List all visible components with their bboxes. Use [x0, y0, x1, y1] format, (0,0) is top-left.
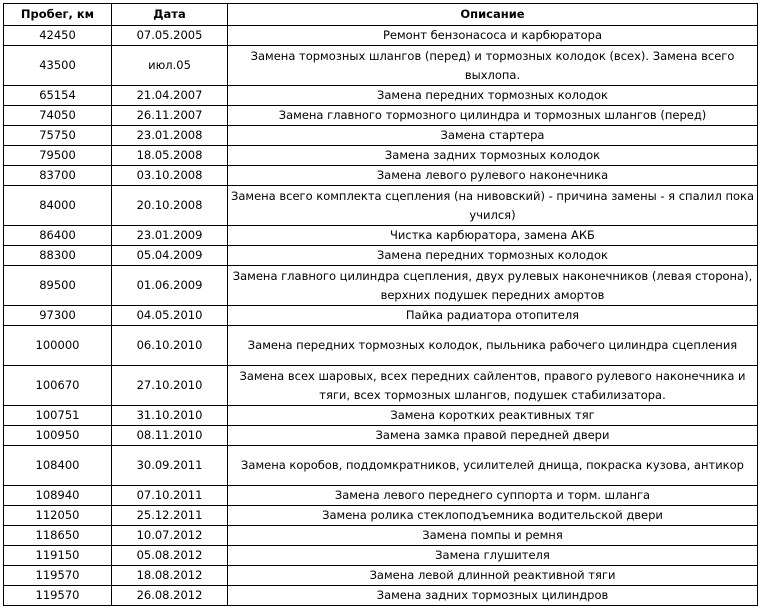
cell-description: Замена всех шаровых, всех передних сайлентов, правого рулевого наконечника и тяги, всех тормозных шлангов, подушек стабилизатора. [228, 366, 758, 406]
cell-mileage: 100950 [4, 426, 112, 446]
cell-mileage: 75750 [4, 126, 112, 146]
cell-mileage: 88300 [4, 246, 112, 266]
cell-mileage: 89500 [4, 266, 112, 306]
cell-description: Замена коротких реактивных тяг [228, 406, 758, 426]
table-row [4, 306, 758, 326]
cell-description: Замена задних тормозных цилиндров [228, 586, 758, 606]
cell-description: Замена тормозных шлангов (перед) и тормозных колодок (всех). Замена всего выхлопа. [228, 46, 758, 86]
maintenance-log-table [3, 3, 758, 606]
cell-description: Ремонт бензонасоса и карбюратора [228, 26, 758, 46]
cell-date: 31.10.2010 [112, 406, 228, 426]
cell-mileage: 119150 [4, 546, 112, 566]
table-row [4, 246, 758, 266]
table-row [4, 506, 758, 526]
cell-date: 20.10.2008 [112, 186, 228, 226]
cell-description: Замена передних тормозных колодок [228, 86, 758, 106]
table-row [4, 26, 758, 46]
table-row [4, 86, 758, 106]
cell-date: 01.06.2009 [112, 266, 228, 306]
cell-description: Замена ролика стеклоподъемника водительской двери [228, 506, 758, 526]
cell-date: 05.04.2009 [112, 246, 228, 266]
table-row [4, 546, 758, 566]
cell-description: Замена передних тормозных колодок [228, 246, 758, 266]
table-body [4, 26, 758, 606]
cell-date: 27.10.2010 [112, 366, 228, 406]
cell-date: 18.08.2012 [112, 566, 228, 586]
cell-mileage: 74050 [4, 106, 112, 126]
cell-description: Пайка радиатора отопителя [228, 306, 758, 326]
cell-mileage: 86400 [4, 226, 112, 246]
column-header-date: Дата [112, 4, 228, 26]
column-header-description: Описание [228, 4, 758, 26]
cell-date: 05.08.2012 [112, 546, 228, 566]
cell-mileage: 43500 [4, 46, 112, 86]
table-row [4, 566, 758, 586]
table-row [4, 166, 758, 186]
cell-mileage: 118650 [4, 526, 112, 546]
cell-mileage: 108940 [4, 486, 112, 506]
cell-mileage: 79500 [4, 146, 112, 166]
cell-mileage: 83700 [4, 166, 112, 186]
table-row [4, 226, 758, 246]
cell-date: 04.05.2010 [112, 306, 228, 326]
cell-date: 06.10.2010 [112, 326, 228, 366]
cell-date: 07.05.2005 [112, 26, 228, 46]
cell-description: Замена замка правой передней двери [228, 426, 758, 446]
table-row [4, 266, 758, 306]
table-row [4, 446, 758, 486]
cell-mileage: 100670 [4, 366, 112, 406]
cell-description: Замена всего комплекта сцепления (на нивовский) - причина замены - я спалил пока учился) [228, 186, 758, 226]
column-header-mileage: Пробег, км [4, 4, 112, 26]
table-row [4, 586, 758, 606]
cell-date: 18.05.2008 [112, 146, 228, 166]
cell-mileage: 112050 [4, 506, 112, 526]
cell-description: Замена глушителя [228, 546, 758, 566]
cell-description: Замена стартера [228, 126, 758, 146]
table-row [4, 486, 758, 506]
cell-description: Замена главного цилиндра сцепления, двух рулевых наконечников (левая сторона), верхних подушек передних амортов [228, 266, 758, 306]
table-row [4, 406, 758, 426]
cell-mileage: 100000 [4, 326, 112, 366]
cell-date: 30.09.2011 [112, 446, 228, 486]
cell-mileage: 119570 [4, 566, 112, 586]
cell-date: 07.10.2011 [112, 486, 228, 506]
header-row [4, 4, 758, 26]
cell-mileage: 42450 [4, 26, 112, 46]
cell-mileage: 84000 [4, 186, 112, 226]
table-row [4, 146, 758, 166]
table-row [4, 526, 758, 546]
cell-description: Замена левого рулевого наконечника [228, 166, 758, 186]
cell-description: Замена главного тормозного цилиндра и тормозных шлангов (перед) [228, 106, 758, 126]
table-row [4, 186, 758, 226]
cell-date: 23.01.2008 [112, 126, 228, 146]
cell-mileage: 100751 [4, 406, 112, 426]
cell-mileage: 97300 [4, 306, 112, 326]
cell-date: 26.08.2012 [112, 586, 228, 606]
cell-date: 23.01.2009 [112, 226, 228, 246]
cell-description: Замена передних тормозных колодок, пыльника рабочего цилиндра сцепления [228, 326, 758, 366]
cell-mileage: 119570 [4, 586, 112, 606]
cell-mileage: 108400 [4, 446, 112, 486]
table-row [4, 46, 758, 86]
table-row [4, 366, 758, 406]
cell-description: Замена коробов, поддомкратников, усилителей днища, покраска кузова, антикор [228, 446, 758, 486]
cell-description: Замена помпы и ремня [228, 526, 758, 546]
cell-date: 08.11.2010 [112, 426, 228, 446]
cell-description: Замена левого переднего суппорта и торм. шланга [228, 486, 758, 506]
cell-date: 21.04.2007 [112, 86, 228, 106]
table-row [4, 106, 758, 126]
cell-date: 25.12.2011 [112, 506, 228, 526]
cell-date: 26.11.2007 [112, 106, 228, 126]
cell-description: Чистка карбюратора, замена АКБ [228, 226, 758, 246]
cell-description: Замена задних тормозных колодок [228, 146, 758, 166]
table-row [4, 426, 758, 446]
cell-mileage: 65154 [4, 86, 112, 106]
cell-date: июл.05 [112, 46, 228, 86]
cell-date: 03.10.2008 [112, 166, 228, 186]
cell-description: Замена левой длинной реактивной тяги [228, 566, 758, 586]
table-row [4, 126, 758, 146]
table-row [4, 326, 758, 366]
cell-date: 10.07.2012 [112, 526, 228, 546]
